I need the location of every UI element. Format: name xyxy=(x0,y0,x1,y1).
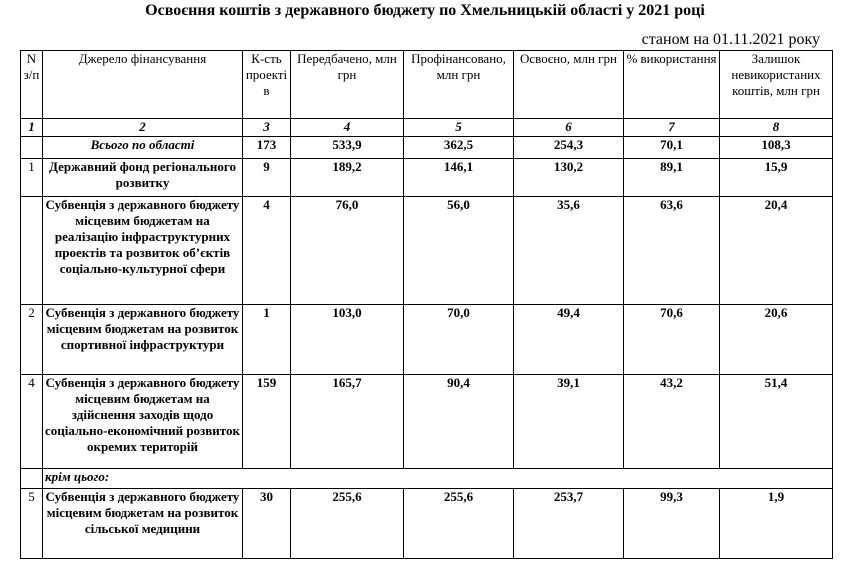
table-row xyxy=(21,305,833,375)
row-percent: 99,3 xyxy=(624,489,720,559)
col-num-4: 4 xyxy=(291,119,404,137)
row-n xyxy=(21,197,43,305)
row-planned: 165,7 xyxy=(291,375,404,469)
row-source: Субвенція з державного бюджету місцевим бюджетам на здійснення заходів щодо соціально-економічний розвиток окремих територій xyxy=(43,375,243,469)
row-percent: 70,6 xyxy=(624,305,720,375)
total-remaining: 108,3 xyxy=(720,137,833,159)
besides-label: крім цього: xyxy=(43,469,833,489)
row-remaining: 1,9 xyxy=(720,489,833,559)
col-num-6: 6 xyxy=(514,119,624,137)
row-planned: 76,0 xyxy=(291,197,404,305)
row-n: 1 xyxy=(21,159,43,197)
row-used: 49,4 xyxy=(514,305,624,375)
header-source: Джерело фінансування xyxy=(43,51,243,119)
header-financed: Профінансовано, млн грн xyxy=(404,51,514,119)
row-source: Субвенція з державного бюджету місцевим бюджетам на розвиток сільської медицини xyxy=(43,489,243,559)
row-projects: 9 xyxy=(243,159,291,197)
col-num-7: 7 xyxy=(624,119,720,137)
row-projects: 159 xyxy=(243,375,291,469)
column-number-row xyxy=(21,119,833,137)
row-remaining: 20,6 xyxy=(720,305,833,375)
col-num-3: 3 xyxy=(243,119,291,137)
row-percent: 43,2 xyxy=(624,375,720,469)
total-percent: 70,1 xyxy=(624,137,720,159)
row-remaining: 20,4 xyxy=(720,197,833,305)
header-remaining: Залишок невикористаних коштів, млн грн xyxy=(720,51,833,119)
row-used: 39,1 xyxy=(514,375,624,469)
col-num-2: 2 xyxy=(43,119,243,137)
row-financed: 56,0 xyxy=(404,197,514,305)
row-financed: 70,0 xyxy=(404,305,514,375)
table-row xyxy=(21,375,833,469)
table-row xyxy=(21,159,833,197)
total-planned: 533,9 xyxy=(291,137,404,159)
row-source: Державний фонд регіонального розвитку xyxy=(43,159,243,197)
header-projects: К-сть проекті в xyxy=(243,51,291,119)
header-used: Освоєно, млн грн xyxy=(514,51,624,119)
total-row xyxy=(21,137,833,159)
table-row xyxy=(21,197,833,305)
row-planned: 255,6 xyxy=(291,489,404,559)
row-remaining: 15,9 xyxy=(720,159,833,197)
row-projects: 30 xyxy=(243,489,291,559)
row-financed: 255,6 xyxy=(404,489,514,559)
header-planned: Передбачено, млн грн xyxy=(291,51,404,119)
total-financed: 362,5 xyxy=(404,137,514,159)
row-n: 5 xyxy=(21,489,43,559)
col-num-5: 5 xyxy=(404,119,514,137)
besides-row xyxy=(21,469,833,489)
total-projects: 173 xyxy=(243,137,291,159)
as-of-date: станом на 01.11.2021 року xyxy=(641,31,820,48)
row-source: Субвенція з державного бюджету місцевим бюджетам на реалізацію інфраструктурних проектів та розвиток об’єктів соціально-культурної сфери xyxy=(43,197,243,305)
header-percent: % використання xyxy=(624,51,720,119)
row-financed: 146,1 xyxy=(404,159,514,197)
budget-table xyxy=(20,50,833,559)
row-planned: 103,0 xyxy=(291,305,404,375)
row-n: 4 xyxy=(21,375,43,469)
row-financed: 90,4 xyxy=(404,375,514,469)
col-num-8: 8 xyxy=(720,119,833,137)
row-percent: 89,1 xyxy=(624,159,720,197)
row-n: 2 xyxy=(21,305,43,375)
row-projects: 1 xyxy=(243,305,291,375)
row-percent: 63,6 xyxy=(624,197,720,305)
row-used: 35,6 xyxy=(514,197,624,305)
total-label: Всього по області xyxy=(43,137,243,159)
row-source: Субвенція з державного бюджету місцевим бюджетам на розвиток спортивної інфраструктури xyxy=(43,305,243,375)
header-n: N з/п xyxy=(21,51,43,119)
row-used: 253,7 xyxy=(514,489,624,559)
total-used: 254,3 xyxy=(514,137,624,159)
row-projects: 4 xyxy=(243,197,291,305)
table-row xyxy=(21,489,833,559)
row-remaining: 51,4 xyxy=(720,375,833,469)
header-row xyxy=(21,51,833,119)
col-num-1: 1 xyxy=(21,119,43,137)
page-title: Освоєння коштів з державного бюджету по Хмельницькій області у 2021 році xyxy=(145,2,705,19)
row-planned: 189,2 xyxy=(291,159,404,197)
row-used: 130,2 xyxy=(514,159,624,197)
